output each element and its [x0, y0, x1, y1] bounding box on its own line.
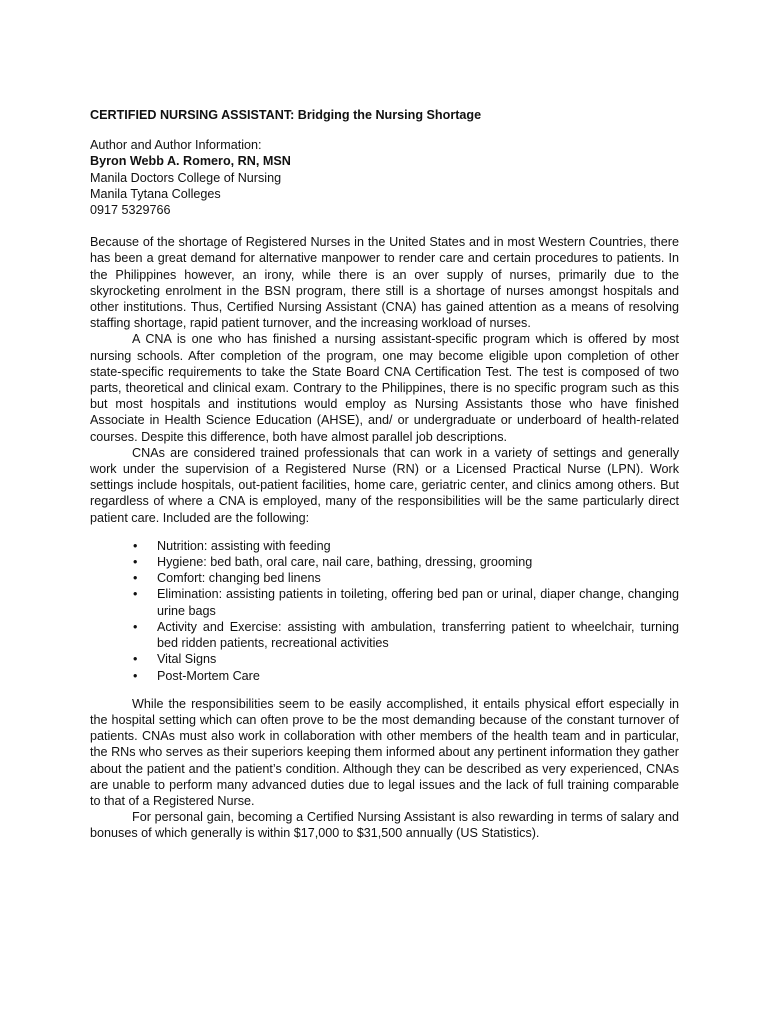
list-item	[133, 570, 679, 586]
duty-text: Activity and Exercise: assisting with ambulation, transferring patient to wheelchair, turning bed ridden patients, recreational activities	[157, 619, 679, 651]
duty-text: Vital Signs	[157, 652, 217, 667]
paragraph-work-settings: CNAs are considered trained professionals that can work in a variety of settings and generally work under the supervision of a Registered Nurse (RN) or a Licensed Practical Nurse (LPN). Work settings include hospitals, out-patient facilities, home care, geriatric center, and clinics among others. But regardless of where a CNA is employed, many of the responsibilities will be the same particularly direct patient care. Included are the following:	[90, 445, 679, 525]
list-item	[133, 538, 679, 554]
document-page	[90, 107, 679, 842]
bullet-icon: •	[133, 538, 138, 553]
list-item	[133, 651, 679, 667]
duty-text: Nutrition: assisting with feeding	[157, 538, 331, 553]
bullet-icon: •	[133, 652, 138, 667]
list-item	[133, 586, 679, 618]
author-name: Byron Webb A. Romero, RN, MSN	[90, 154, 291, 169]
author-heading: Author and Author Information:	[90, 138, 262, 153]
paragraph-responsibilities: While the responsibilities seem to be easily accomplished, it entails physical effort especially in the hospital setting which can often prove to be the most demanding because of the constant turnover of patients. CNAs must also work in collaboration with other members of the health team and in particular, the RNs who serves as their superiors keeping them informed about any pertinent information they gather about the patient and the patient’s condition. Although they can be described as very experienced, CNAs are unable to perform many advanced duties due to legal issues and the lack of full training comparable to that of a Registered Nurse.	[90, 696, 679, 808]
paragraph-intro: Because of the shortage of Registered Nurses in the United States and in most Western Countries, there has been a great demand for alternative manpower to render care and certain procedures to patients. In the Philippines however, an irony, while there is an over supply of nurses, primarily due to the skyrocketing enrolment in the BSN program, there still is a shortage of nurses amongst hospitals and other institutions. Thus, Certified Nursing Assistant (CNA) has gained attention as a means of resolving staffing shortage, rapid patient turnover, and the increasing workload of nurses.	[90, 235, 679, 331]
bullet-icon: •	[133, 571, 138, 586]
paragraph-salary: For personal gain, becoming a Certified Nursing Assistant is also rewarding in terms of salary and bonuses of which generally is within $17,000 to $31,500 annually (US Statistics).	[90, 810, 679, 841]
list-item	[133, 554, 679, 570]
duty-text: Comfort: changing bed linens	[157, 571, 321, 586]
list-item	[133, 619, 679, 651]
duty-text: Hygiene: bed bath, oral care, nail care, bathing, dressing, grooming	[157, 555, 533, 570]
duty-text: Post-Mortem Care	[157, 668, 260, 683]
document-title: CERTIFIED NURSING ASSISTANT: Bridging the Nursing Shortage	[90, 108, 482, 122]
affiliation-1: Manila Doctors College of Nursing	[90, 170, 282, 185]
bullet-icon: •	[133, 668, 138, 683]
duties-list	[90, 538, 679, 684]
paragraph-cna-definition: A CNA is one who has finished a nursing assistant-specific program which is offered by most nursing schools. After completion of the program, one may become eligible upon completion of other state-specific requirements to take the State Board CNA Certification Test. The test is composed of two parts, theoretical and clinical exam. Contrary to the Philippines, there is no specific program such as this but most hospitals and institutions would employ as Nursing Assistants those who have finished Associate in Health Science Education (AHSE), and/ or undergraduate or underboard of health-related courses. Despite this difference, both have almost parallel job descriptions.	[90, 332, 679, 444]
bullet-icon: •	[133, 619, 138, 634]
affiliation-2: Manila Tytana Colleges	[90, 186, 221, 201]
list-item	[133, 668, 679, 684]
author-block	[90, 137, 679, 218]
bullet-icon: •	[133, 555, 138, 570]
bullet-icon: •	[133, 587, 138, 602]
phone-number: 0917 5329766	[90, 203, 171, 218]
duty-text: Elimination: assisting patients in toileting, offering bed pan or urinal, diaper change, changing urine bags	[157, 587, 679, 618]
